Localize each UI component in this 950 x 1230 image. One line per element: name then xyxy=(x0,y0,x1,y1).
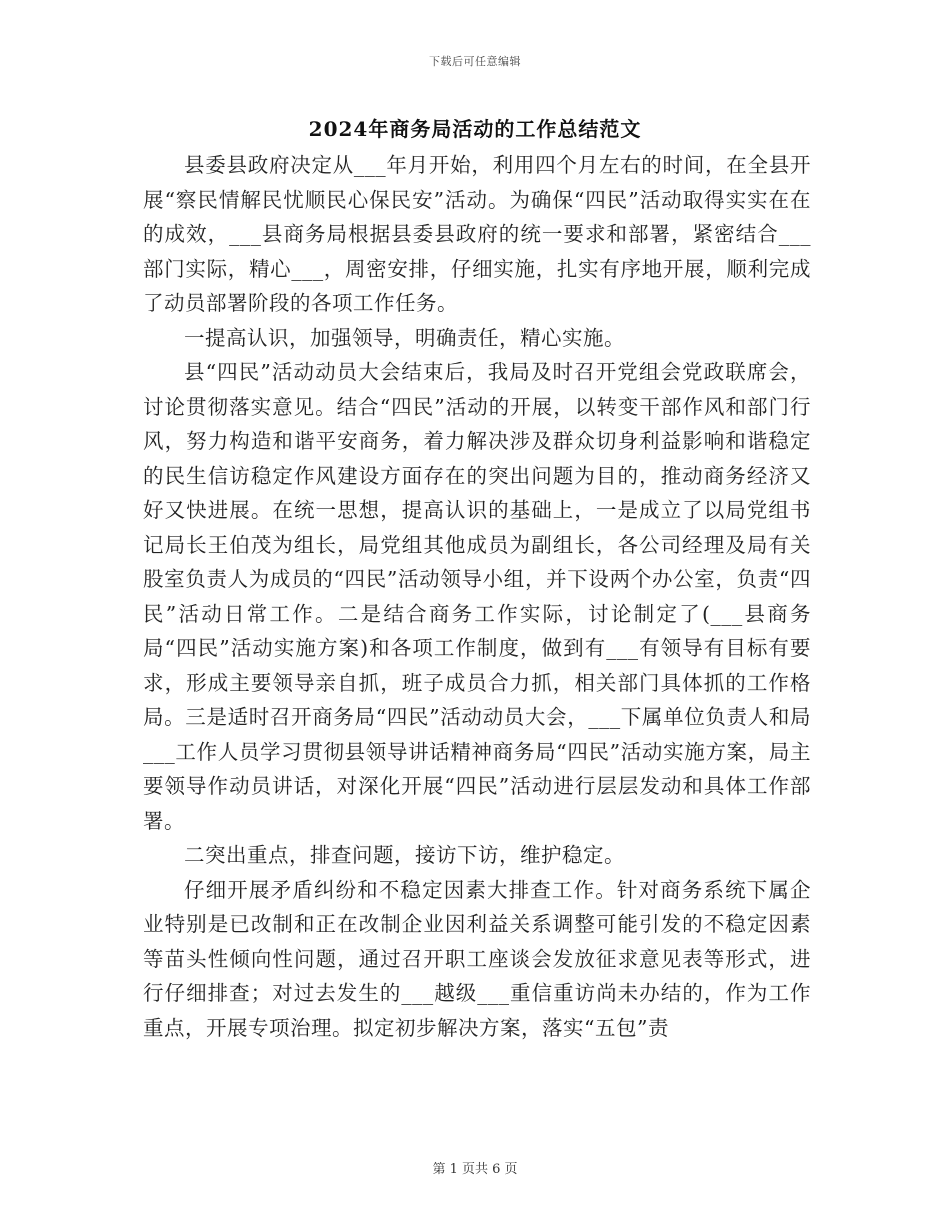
section-heading: 二突出重点，排查问题，接访下访，维护稳定。 xyxy=(184,843,625,867)
section-heading: 一提高认识，加强领导，明确责任，精心实施。 xyxy=(184,325,625,350)
page-header-note: 下载后可任意编辑 xyxy=(429,55,521,68)
document-title: 2024年商务局活动的工作总结范文 xyxy=(308,117,642,141)
paragraph: 仔细开展矛盾纠纷和不稳定因素大排查工作。针对商务系统下属企业特别是已改制和正在改制企业因利益关系调整可能引发的不稳定因素等苗头性倾向性问题，通过召开职工座谈会发放征求意见表等形式，进行仔细排查；对过去发生的___越级___重信重访尚未办结的，作为工作重点，开展专项治理。拟定初步解决方案，落实“五包”责 xyxy=(143,877,811,1040)
page-number: 第 1 页共 6 页 xyxy=(432,1162,518,1177)
paragraph: 县委县政府决定从___年月开始，利用四个月左右的时间，在全县开展“察民情解民忧顺民心保民安”活动。为确保“四民”活动取得实实在在的成效，___县商务局根据县委县政府的统一要求和部署，紧密结合___部门实际，精心___，周密安排，仔细实施，扎实有序地开展，顺利完成了动员部署阶段的各项工作任务。 xyxy=(143,153,811,315)
paragraph: 县“四民”活动动员大会结束后，我局及时召开党组会党政联席会，讨论贯彻落实意见。结合“四民”活动的开展，以转变干部作风和部门行风，努力构造和谐平安商务，着力解决涉及群众切身利益影响和谐稳定的民生信访稳定作风建设方面存在的突出问题为目的，推动商务经济又好又快进展。在统一思想，提高认识的基础上，一是成立了以局党组书记局长王伯茂为组长，局党组其他成员为副组长，各公司经理及局有关股室负责人为成员的“四民”活动领导小组，并下设两个办公室，负责“四民”活动日常工作。二是结合商务工作实际，讨论制定了(___县商务局“四民”活动实施方案)和各项工作制度，做到有___有领导有目标有要求，形成主要领导亲自抓，班子成员合力抓，相关部门具体抓的工作格局。三是适时召开商务局“四民”活动动员大会，___下属单位负责人和局___工作人员学习贯彻县领导讲话精神商务局“四民”活动实施方案，局主要领导作动员讲话，对深化开展“四民”活动进行层层发动和具体工作部署。 xyxy=(143,360,811,833)
document-body xyxy=(143,148,811,1045)
